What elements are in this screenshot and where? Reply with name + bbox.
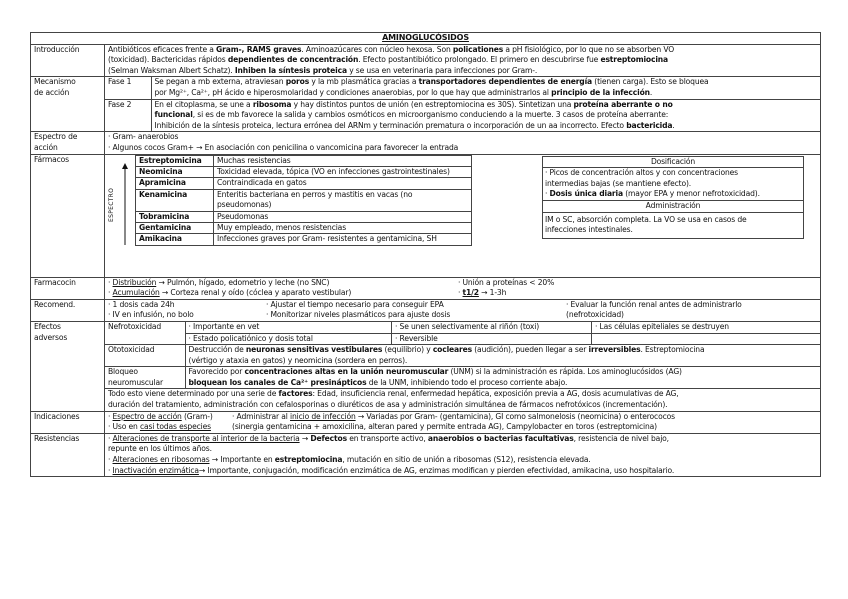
fc-underline: Acumulación (112, 288, 160, 298)
intro-text: y se usa en veterinaria para infecciones por Gram-. (346, 65, 538, 75)
farmacos-label: Fármacos (31, 154, 105, 277)
drug-desc: Contraindicada en gatos (214, 178, 472, 189)
nefro-label: Nefrotoxicidad (105, 322, 185, 345)
nefro-item: · Estado policatiónico y dosis total (186, 333, 392, 344)
drug-name: Amikacina (136, 234, 214, 245)
mecanismo-row (31, 77, 821, 132)
ind-underline: casi todas especies (139, 422, 211, 432)
intro-label: Introducción (31, 44, 105, 77)
res-text: , mutación en sitio de unión a ribosomas (S12), resistencia elevada. (342, 455, 591, 465)
fc-underline: t1/2 (462, 288, 479, 298)
recomend-label: Recomend. (31, 299, 105, 321)
ind-text: · (108, 411, 113, 421)
oto-label: Ototoxicidad (105, 345, 185, 367)
ind-text: · Uso en (108, 422, 140, 432)
fc-text: · (108, 288, 113, 298)
fase1-text: (tienen carga). Esto se bloquea (592, 77, 709, 87)
ind-text: · Administrar al (232, 411, 291, 421)
intro-bold: Inhiben la síntesis proteica (234, 65, 347, 75)
bloq-text: de la UNM, inhibiendo todo el proceso corriente abajo. (366, 377, 568, 387)
res-bold: anaerobios o bacterias facultativas (427, 433, 574, 443)
drug-name: Estreptomicina (136, 155, 214, 166)
res-text: · (108, 465, 113, 475)
fase2-bold: proteína aberrante o no (573, 99, 673, 109)
fc-text: → Pulmón, hígado, edometrio y leche (no SNC) (156, 277, 330, 287)
fase1-text: Se pegan a mb externa, atraviesan (154, 77, 286, 87)
spectrum-arrow (105, 155, 131, 277)
intro-text: Antibióticos eficaces frente a (108, 44, 217, 54)
intro-text: . Efecto postantibiótico prolongado. El primero en descubrirse fue (358, 55, 601, 65)
fc-underline: Distribución (112, 277, 157, 287)
nefro-item: · Importante en vet (186, 322, 392, 333)
dosis-bold: Dosis única diaria (549, 189, 623, 199)
fase2-bold: ribosoma (252, 99, 292, 109)
efectos-row (31, 321, 821, 411)
drug-desc: Pseudomonas (214, 211, 472, 222)
admin-line: IM o SC, absorción completa. La VO se usa en casos de (545, 214, 747, 224)
res-underline: Alteraciones en ribosomas (112, 455, 210, 465)
fase1-text: por Mg²⁺, Ca²⁺, pH ácido e hiperosmolaridad y condiciones anaerobias, por lo que hay que administrarlos al (154, 87, 552, 97)
res-bold: estreptomiocina (274, 455, 343, 465)
bloq-content (185, 367, 820, 389)
farmacocin-col1 (105, 278, 455, 299)
recomend-col1 (105, 300, 263, 321)
espectro-line: · Algunos cocos Gram+ → En asociación con penicilina o vancomicina para favorecer la entrada (108, 142, 459, 152)
nefro-content (185, 322, 820, 345)
oto-bold: irreversibles (588, 345, 641, 355)
fase1-text: . (649, 87, 653, 97)
indicaciones-content (105, 411, 821, 433)
recomend-col3 (563, 300, 820, 321)
efectos-label (31, 321, 105, 411)
farmacocin-label: Farmacocin (31, 277, 105, 299)
ind-text: → Variadas por Gram- (gentamicina), GI como salmonelosis (neomicina) o enterococos (355, 411, 675, 421)
drug-name: Tobramicina (136, 211, 214, 222)
oto-text: (audición), pueden llegar a ser (471, 345, 589, 355)
factores-text: Todo esto viene determinado por una serie de (108, 389, 279, 399)
res-bold: Defectos (310, 433, 347, 443)
fase1-bold: poros (285, 77, 310, 87)
res-text: · (108, 455, 113, 465)
efectos-label-line: adversos (34, 332, 68, 342)
res-text: en transporte activo, (346, 433, 428, 443)
dosis-panel (542, 156, 804, 239)
drug-desc: Toxicidad elevada, tópica (VO en infecciones gastrointestinales) (214, 166, 472, 177)
oto-content (185, 345, 820, 367)
oto-text: Destrucción de (188, 345, 246, 355)
nefro-item: · Reversible (392, 333, 592, 344)
document-sheet (30, 32, 820, 477)
factores-bold: factores (278, 389, 313, 399)
mecanismo-label-line: Mecanismo (34, 77, 76, 87)
bloq-label-line: Bloqueo (108, 367, 138, 377)
intro-text: a pH fisiológico, por lo que no se absorben VO (503, 44, 675, 54)
resistencias-content (105, 433, 821, 476)
recomend-row (31, 299, 821, 321)
fase2-bold: bactericida (626, 120, 673, 130)
fase1-bold: transportadores dependientes de energía (418, 77, 593, 87)
intro-content (105, 44, 821, 77)
drug-name: Kenamicina (136, 189, 214, 211)
factores-content (105, 389, 820, 411)
indicaciones-row (31, 411, 821, 433)
bloq-text: Favorecido por (188, 367, 245, 377)
recomend-col2 (263, 300, 563, 321)
rec-line: (nefrotoxicidad) (566, 310, 624, 320)
aminoglucosidos-table (30, 32, 821, 477)
espectro-line: · Gram- anaerobios (108, 132, 179, 142)
drug-table (135, 155, 472, 246)
drug-row (136, 166, 472, 177)
fase2-text: En el citoplasma, se une a (154, 99, 253, 109)
efectos-label-line: Efectos (34, 321, 61, 331)
indicaciones-col1 (105, 412, 229, 433)
fase1-text: y la mb plasmática gracias a (309, 77, 419, 87)
indicaciones-col2 (229, 412, 820, 433)
oto-line: (vértigo y ataxia en gatos) y neomicina (sordera en perros). (188, 355, 408, 365)
farmacocin-col2 (455, 278, 820, 299)
resistencias-row (31, 433, 821, 476)
mecanismo-content (105, 77, 821, 132)
farmacos-content (105, 154, 821, 277)
espectro-row (31, 132, 821, 154)
admin-line: infecciones intestinales. (545, 225, 633, 235)
oto-text: . Estreptomiocina (640, 345, 705, 355)
bloq-text: (UNM) si la administración es rápida. Los aminoglucósidos (AG) (448, 367, 682, 377)
dosis-content (542, 168, 804, 201)
drug-desc: Enteritis bacteriana en perros y mastitis en vacas (no pseudomonas) (214, 189, 472, 211)
drug-row (136, 222, 472, 233)
espectro-label (31, 132, 105, 154)
resistencias-label: Resistencias (31, 433, 105, 476)
farmacocin-content (105, 277, 821, 299)
fc-text: · (108, 277, 113, 287)
intro-text: (Selman Waksman Albert Schatz). (108, 65, 235, 75)
table-title: AMINOGLUCÓSIDOS (31, 33, 821, 45)
fc-text: → Corteza renal y oído (cóclea y aparato vestibular) (159, 288, 352, 298)
oto-bold: cocleares (432, 345, 472, 355)
mecanismo-label-line: de acción (34, 87, 70, 97)
dosis-line: · Picos de concentración altos y con concentraciones (545, 168, 738, 178)
bloq-label (105, 367, 185, 389)
fase2-bold: funcional (154, 110, 193, 120)
fc-line: · Unión a proteínas < 20% (458, 277, 555, 287)
drug-desc: Muchas resistencias (214, 155, 472, 166)
rec-line: · Evaluar la función renal antes de administrarlo (566, 299, 742, 309)
admin-header: Administración (542, 201, 804, 213)
drug-row (136, 189, 472, 211)
rec-line: · 1 dosis cada 24h (108, 299, 175, 309)
drug-name: Neomicina (136, 166, 214, 177)
res-text: → (299, 433, 311, 443)
intro-row (31, 44, 821, 77)
dosis-text: · (545, 189, 550, 199)
intro-bold: estreptomiocina (600, 55, 669, 65)
nefro-item: · Las células epiteliales se destruyen (592, 322, 821, 333)
oto-bold: neuronas sensitivas vestibulares (245, 345, 383, 355)
ind-text: (Gram-) (181, 411, 213, 421)
espectro-content (105, 132, 821, 154)
drug-desc: Muy empleado, menos resistencias (214, 222, 472, 233)
drug-row (136, 178, 472, 189)
intro-bold: Gram-, RAMS graves (216, 44, 302, 54)
bloq-label-line: neuromuscular (108, 377, 163, 387)
ind-underline: inicio de infección (290, 411, 356, 421)
recomend-content (105, 299, 821, 321)
dosis-text: (mayor EPA y menor nefrotoxicidad). (622, 189, 760, 199)
fc-text: → 1-3h (478, 288, 507, 298)
fc-text: · (458, 288, 463, 298)
fase1-label: Fase 1 (105, 77, 151, 99)
res-underline: Alteraciones de transporte al interior de la bacteria (112, 433, 300, 443)
fase2-text: y hay distintos puntos de unión (en estreptomiocina es 30S). Sintetizan una (291, 99, 574, 109)
drug-name: Apramicina (136, 178, 214, 189)
intro-text: (toxicidad). Bactericidas rápidos (108, 55, 228, 65)
rec-line: · IV en infusión, no bolo (108, 310, 194, 320)
fase2-content (151, 99, 820, 131)
efectos-content (105, 321, 821, 411)
farmacocin-row (31, 277, 821, 299)
intro-bold: policationes (452, 44, 504, 54)
ind-line: (sinergia gentamicina + amoxicilina, alteran pared y permite entrada AG), Campylobacter en toros (estreptomicina) (232, 422, 657, 432)
res-text: · (108, 433, 113, 443)
res-line: repunte en los últimos años. (108, 444, 212, 454)
drug-row (136, 211, 472, 222)
ind-underline: Espectro de acción (112, 411, 182, 421)
fase2-label: Fase 2 (105, 99, 151, 131)
res-text: , resistencia de nivel bajo, (573, 433, 669, 443)
factores-line: duración del tratamiento, administración con cefalosporinas o diuréticos de asa y administración simultánea de fármacos nefrotóxicos (incrementación). (108, 400, 668, 410)
bloq-bold: concentraciones altas en la unión neuromuscular (244, 367, 449, 377)
intro-text: . Aminoazúcares con núcleo hexosa. Son (301, 44, 453, 54)
intro-bold: dependientes de concentración (227, 55, 359, 65)
rec-line: · Ajustar el tiempo necesario para conseguir EPA (266, 299, 444, 309)
fase2-text: Inhibición de la síntesis proteica, lectura errónea del ARNm y terminación prematura o incorporación de un aa incorrecto. Efecto (154, 120, 627, 130)
fase1-content (151, 77, 820, 99)
drug-desc: Infecciones graves por Gram- resistentes a gentamicina, SH (214, 234, 472, 245)
fase2-text: , si es de mb favorece la salida y cambios osmóticos en microorganismo conduciendo a la muerte. 3 casos de proteína aberrante: (192, 110, 669, 120)
res-underline: Inactivación enzimática (112, 465, 199, 475)
bloq-bold: bloquean los canales de Ca²⁺ presinápticos (188, 377, 367, 387)
drug-row (136, 234, 472, 245)
espectro-label-line: Espectro de (34, 132, 78, 142)
mecanismo-label (31, 77, 105, 132)
rec-line: · Monitorizar niveles plasmáticos para ajuste dosis (266, 310, 451, 320)
dosis-header: Dosificación (542, 156, 804, 169)
dosis-line: intermedias bajas (se mantiene efecto). (545, 178, 692, 188)
nefro-item: · Se unen selectivamente al riñón (toxi) (392, 322, 592, 333)
admin-content (542, 213, 804, 239)
factores-text: : Edad, insuficiencia renal, enfermedad hepática, exposición previa a AG, dosis acumulativas de AG, (312, 389, 679, 399)
res-text: → Importante, conjugación, modificación enzimática de AG, enzimas modifican y pierden efectividad, amikacina, uso hospitalario. (198, 465, 675, 475)
espectro-label-line: acción (34, 142, 58, 152)
indicaciones-label: Indicaciones (31, 411, 105, 433)
drug-name: Gentamicina (136, 222, 214, 233)
spectro-label: ESPECTRO (108, 187, 115, 222)
drug-row (136, 155, 472, 166)
fase2-text: . (672, 120, 675, 130)
fase1-bold: principio de la infección (551, 87, 650, 97)
oto-text: (equilibrio) y (382, 345, 433, 355)
res-text: → Importante en (209, 455, 275, 465)
farmacos-row (31, 154, 821, 277)
